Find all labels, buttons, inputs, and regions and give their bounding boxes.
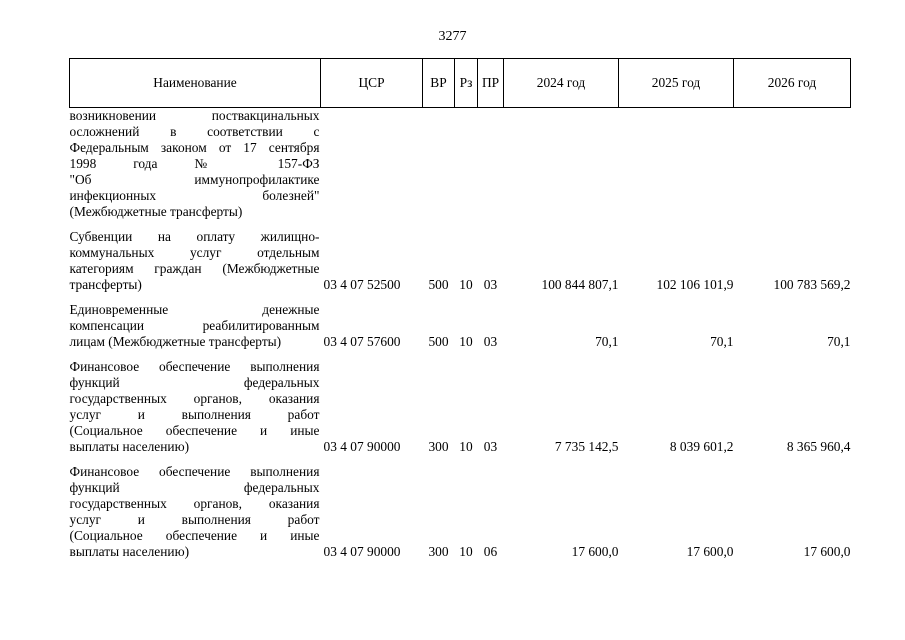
row-name-line: Финансовое обеспечение выполнения xyxy=(69,464,320,479)
row-name-line: Единовременные денежные xyxy=(69,302,320,317)
row-rz: 10 xyxy=(459,277,473,292)
row-csr xyxy=(321,108,423,221)
header-csr: ЦСР xyxy=(321,59,423,108)
row-vr: 300 xyxy=(428,544,449,559)
row-spacer-cell xyxy=(70,350,851,359)
row-2026: 17 600,0 xyxy=(803,544,851,559)
row-2025: 17 600,0 xyxy=(686,544,734,559)
row-name-line: функций федеральных xyxy=(69,480,320,495)
header-2026: 2026 год xyxy=(734,59,851,108)
row-2026: 100 783 569,2 xyxy=(773,277,851,292)
row-rz: 10 xyxy=(459,439,473,454)
row-vr: 500 xyxy=(428,334,449,349)
row-name-line: государственных органов, оказания xyxy=(69,391,320,406)
row-name-line: лицам (Межбюджетные трансферты) xyxy=(69,334,282,349)
row-name-line: Субвенции на оплату жилищно- xyxy=(69,229,320,244)
row-csr: 03 4 07 90000 xyxy=(323,544,401,559)
row-name-line: (Межбюджетные трансферты) xyxy=(69,204,243,219)
row-pr: 03 xyxy=(483,439,498,454)
row-spacer-cell xyxy=(70,455,851,464)
row-vr: 500 xyxy=(428,277,449,292)
table-header xyxy=(70,59,851,108)
budget-table xyxy=(69,58,851,560)
row-2024: 100 844 807,1 xyxy=(541,277,619,292)
row-pr: 03 xyxy=(483,277,498,292)
row-name-line: функций федеральных xyxy=(69,375,320,390)
table-row xyxy=(70,302,851,350)
row-name-line: выплаты населению) xyxy=(69,439,190,454)
row-pr: 03 xyxy=(483,334,498,349)
row-name xyxy=(70,464,321,560)
row-spacer xyxy=(70,350,851,359)
row-2024 xyxy=(504,108,619,221)
row-rz: 10 xyxy=(459,334,473,349)
header-rz: Рз xyxy=(455,59,478,108)
row-2024: 70,1 xyxy=(595,334,619,349)
table-row xyxy=(70,359,851,455)
row-name-line: государственных органов, оказания xyxy=(69,496,320,511)
row-name-line: компенсации реабилитированным xyxy=(69,318,320,333)
row-name-line: осложнений в соответствии с xyxy=(69,124,320,139)
row-name-line: коммунальных услуг отдельным xyxy=(69,245,320,260)
row-name-line: инфекционных болезней" xyxy=(69,188,320,203)
header-2024: 2024 год xyxy=(504,59,619,108)
row-spacer xyxy=(70,220,851,229)
row-pr: 06 xyxy=(483,544,498,559)
row-name-line: возникновении поствакцинальных xyxy=(69,108,320,123)
row-pr xyxy=(478,108,504,221)
row-csr: 03 4 07 90000 xyxy=(323,439,401,454)
row-name-line: 1998 года № 157-ФЗ xyxy=(69,156,320,171)
table-body xyxy=(70,108,851,561)
row-name xyxy=(70,302,321,350)
table-row xyxy=(70,464,851,560)
row-2025: 8 039 601,2 xyxy=(669,439,734,454)
header-vr: ВР xyxy=(423,59,455,108)
row-name-line: услуг и выполнения работ xyxy=(69,407,320,422)
row-2025: 70,1 xyxy=(710,334,734,349)
row-2025: 102 106 101,9 xyxy=(656,277,734,292)
row-name-line: (Социальное обеспечение и иные xyxy=(69,423,320,438)
header-2025: 2025 год xyxy=(619,59,734,108)
row-2024: 7 735 142,5 xyxy=(554,439,619,454)
header-name: Наименование xyxy=(70,59,321,108)
row-name xyxy=(70,108,321,221)
row-csr: 03 4 07 57600 xyxy=(323,334,401,349)
row-2025 xyxy=(619,108,734,221)
row-name-line: услуг и выполнения работ xyxy=(69,512,320,527)
row-2026: 8 365 960,4 xyxy=(786,439,851,454)
row-name-line: Финансовое обеспечение выполнения xyxy=(69,359,320,374)
row-vr xyxy=(423,108,455,221)
table-row xyxy=(70,229,851,293)
table-row xyxy=(70,108,851,221)
row-spacer-cell xyxy=(70,220,851,229)
row-name-line: "Об иммунопрофилактике xyxy=(69,172,320,187)
row-spacer-cell xyxy=(70,293,851,302)
row-name xyxy=(70,229,321,293)
row-vr: 300 xyxy=(428,439,449,454)
row-2026 xyxy=(734,108,851,221)
row-name-line: выплаты населению) xyxy=(69,544,190,559)
row-spacer xyxy=(70,455,851,464)
row-rz: 10 xyxy=(459,544,473,559)
row-2026: 70,1 xyxy=(827,334,851,349)
row-spacer xyxy=(70,293,851,302)
row-2024: 17 600,0 xyxy=(571,544,619,559)
row-csr: 03 4 07 52500 xyxy=(323,277,401,292)
page-number: 3277 xyxy=(438,29,467,44)
row-name xyxy=(70,359,321,455)
row-name-line: категориям граждан (Межбюджетные xyxy=(69,261,320,276)
row-name-line: (Социальное обеспечение и иные xyxy=(69,528,320,543)
row-name-line: Федеральным законом от 17 сентября xyxy=(69,140,320,155)
header-pr: ПР xyxy=(478,59,504,108)
row-rz xyxy=(455,108,478,221)
row-name-line: трансферты) xyxy=(69,277,142,292)
